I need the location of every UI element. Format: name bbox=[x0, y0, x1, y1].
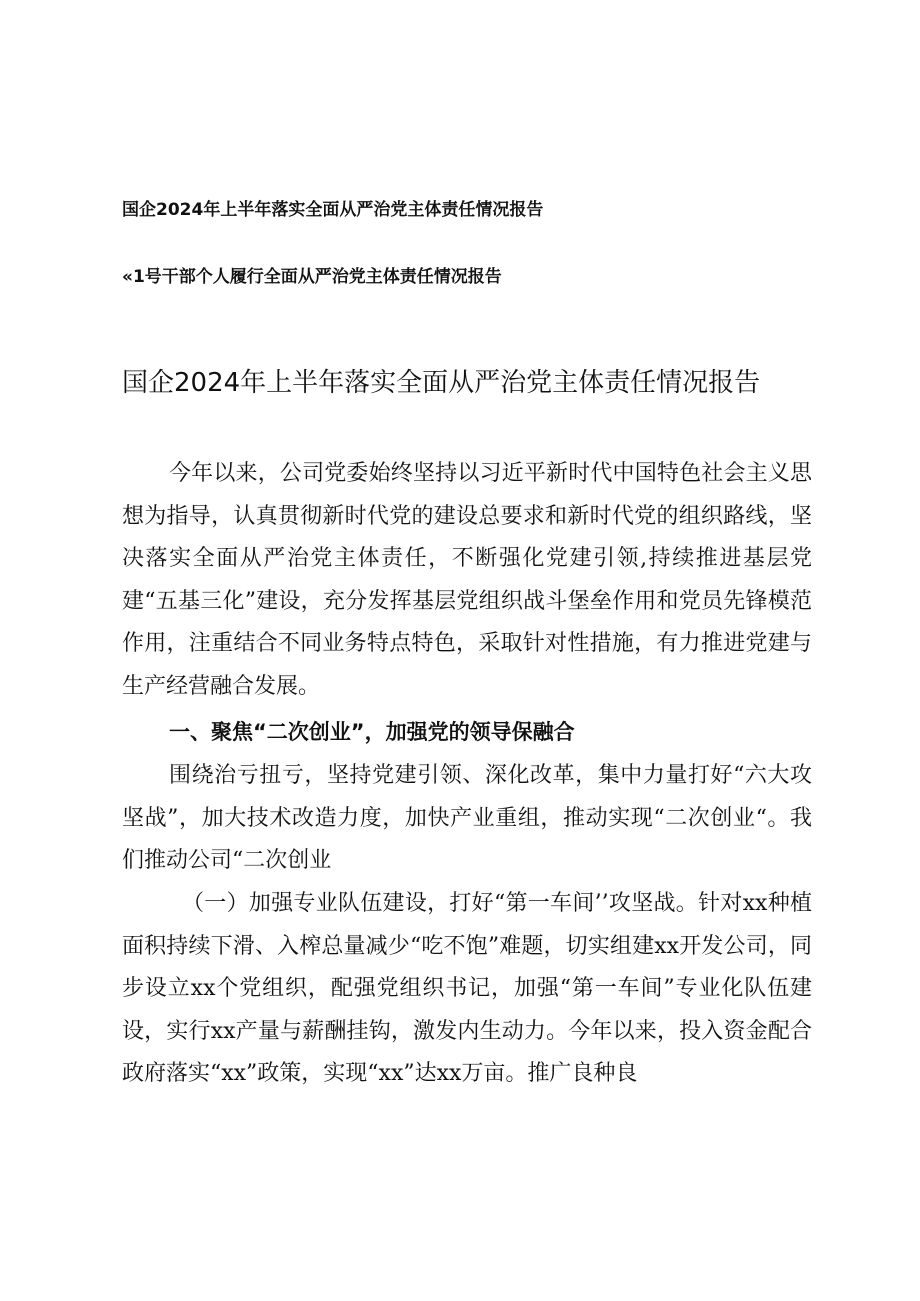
toc-entry-1: 国企2024年上半年落实全面从严治党主体责任情况报告 bbox=[122, 200, 544, 220]
toc-entry-2: «1号干部个人履行全面从严治党主体责任情况报告 bbox=[122, 267, 502, 287]
document-title: 国企2024年上半年落实全面从严治党主体责任情况报告 bbox=[122, 368, 761, 399]
section-1-heading: 一、聚焦“二次创业”，加强党的领导保融合 bbox=[169, 720, 575, 744]
section-1-paragraph: 围绕治亏扭亏，坚持党建引领、深化改革，集中力量打好“六大攻坚战”，加大技术改造力度，加快产业重组，推动实现“二次创业“。我们推动公司“二次创业 bbox=[122, 763, 812, 874]
intro-paragraph: 今年以来，公司党委始终坚持以习近平新时代中国特色社会主义思想为指导，认真贯彻新时代党的建设总要求和新时代党的组织路线，坚决落实全面从严治党主体责任，不断强化党建引领,持续推进基层党建“五基三化”建设，充分发挥基层党组织战斗堡垒作用和党员先锋模范作用，注重结合不同业务特点特色，采取针对性措施，有力推进党建与生产经营融合发展。 bbox=[122, 461, 812, 699]
subsection-1-paragraph: （一）加强专业队伍建设，打好“第一车间’’攻坚战。针对xx种植面积持续下滑、入榨总量减少“吃不饱”难题，切实组建xx开发公司，同步设立xx个党组织，配强党组织书记，加强“第一车间”专业化队伍建设，实行xx产量与薪酬挂钩，激发内生动力。今年以来，投入资金配合政府落实“xx”政策，实现“xx”达xx万亩。推广良种良 bbox=[122, 891, 812, 1087]
